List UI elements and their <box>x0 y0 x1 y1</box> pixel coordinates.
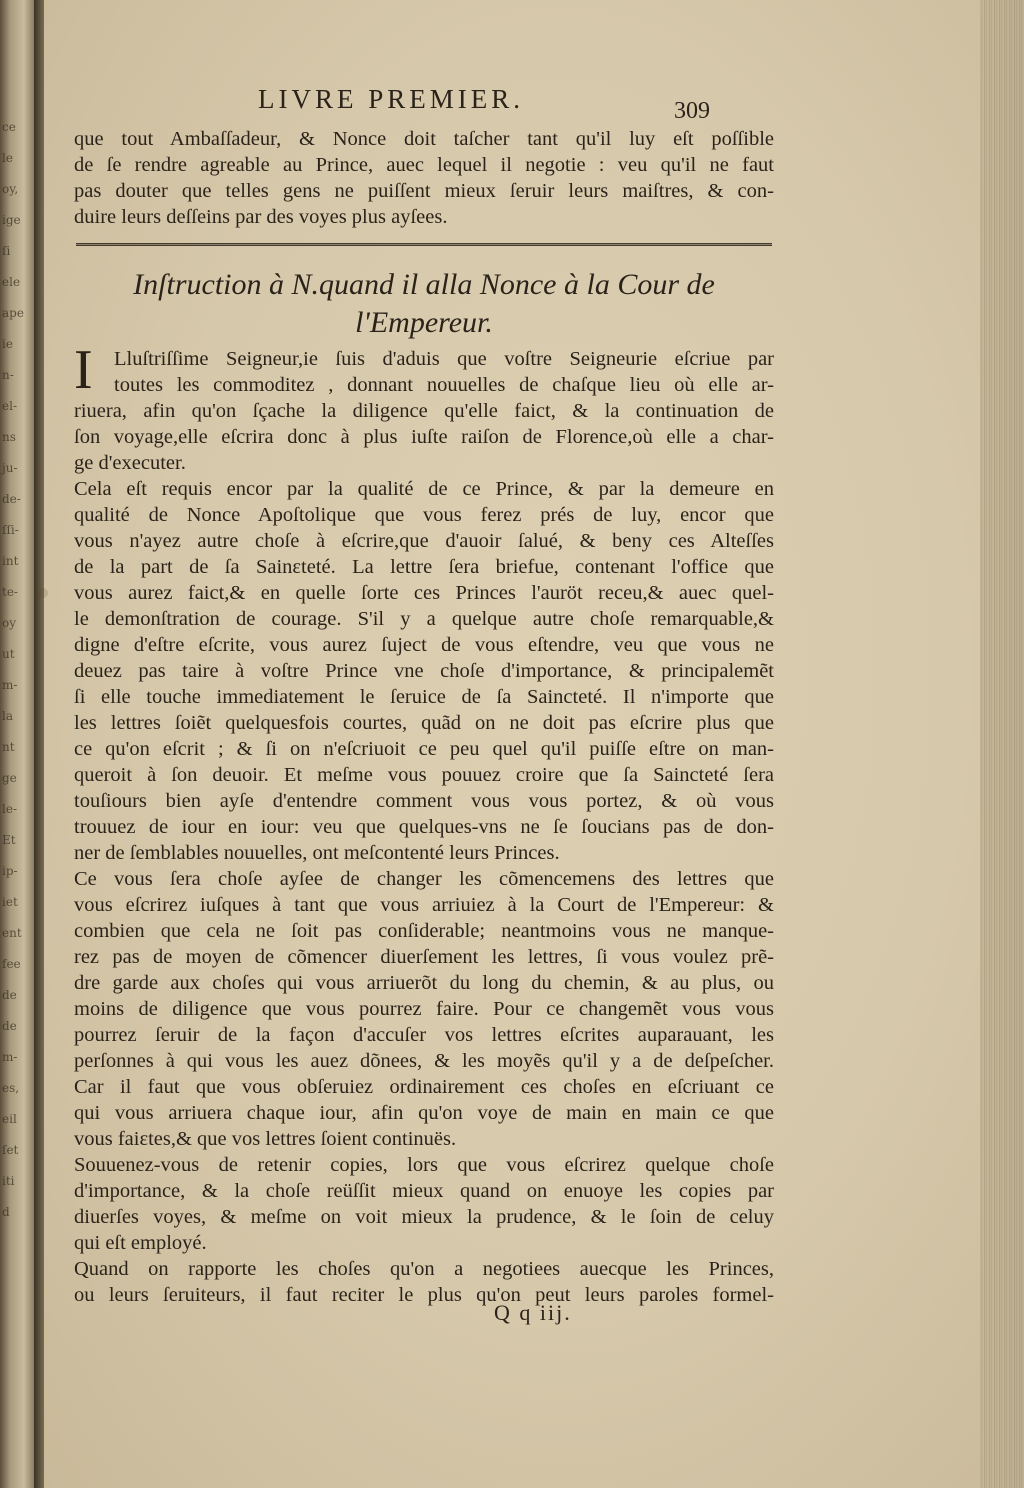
facing-page-fragment: el- <box>2 399 17 413</box>
facing-page-fragment: le <box>2 151 13 165</box>
text-line: le demonſtration de courage. S'il y a quelque autre choſe remarquable,& <box>74 608 774 630</box>
facing-page-fragment: ju- <box>2 461 18 475</box>
text-line: combien que cela ne ſoit pas conſiderable; neantmoins vous ne manque- <box>74 920 774 942</box>
paragraph-3 <box>74 866 774 1152</box>
facing-page-fragment: iet <box>2 895 18 909</box>
facing-page-fragment: ent <box>2 926 22 940</box>
facing-page-fragment: ſi <box>2 244 11 258</box>
text-line: duire leurs deſſeins par des voyes plus ayſees. <box>74 206 448 228</box>
running-head: LIVRE PREMIER. <box>258 84 525 114</box>
text-line: ſi elle touche immediatement le ſeruice de ſa Saincteté. Il n'importe que <box>74 686 774 708</box>
facing-page-fragment: de <box>2 1019 17 1033</box>
text-line: Lluſtriſſime Seigneur,ie ſuis d'aduis que voſtre Seigneurie eſcriue par <box>114 348 774 370</box>
facing-page-fragment: ſet <box>2 1143 19 1157</box>
text-line: ou leurs ſeruiteurs, il faut reciter le plus qu'on peut leurs paroles formel- <box>74 1284 774 1306</box>
text-line: ſon voyage,elle eſcrira donc à plus iuſte raiſon de Florence,où elle a char- <box>74 426 774 448</box>
ink-spot <box>38 588 48 598</box>
section-rule <box>76 243 772 246</box>
text-line: Souuenez-vous de retenir copies, lors que vous eſcrirez quelque choſe <box>74 1154 774 1176</box>
facing-page-fragment: ape <box>2 306 24 320</box>
section-title-line: l'Empereur. <box>355 306 493 339</box>
facing-page-fragment: oy <box>2 616 17 630</box>
text-line: pas douter que telles gens ne puiſſent mieux ſeruir leurs maiſtres, & con- <box>74 180 774 202</box>
facing-page-fragment: m- <box>2 1050 18 1064</box>
text-line: trouuez de iour en iour: veu que quelques-vns ne ſe ſoucians pas de don- <box>74 816 774 838</box>
facing-page-fragment: de <box>2 988 17 1002</box>
book-gutter <box>34 0 44 1488</box>
facing-page-fragment: nt <box>2 740 15 754</box>
text-line: rez pas de moyen de cõmencer diuerſement les lettres, ſi vous voulez prẽ- <box>74 946 774 968</box>
drop-cap: I <box>74 339 93 401</box>
text-line: Cela eſt requis encor par la qualité de ce Prince, & par la demeure en <box>74 478 774 500</box>
text-line: deuez pas taire à voſtre Prince vne choſe d'importance, & principalemẽt <box>74 660 774 682</box>
facing-page-fragment: le- <box>2 802 17 816</box>
text-line: qui eſt employé. <box>74 1232 207 1254</box>
facing-page-fragment: ns <box>2 430 16 444</box>
text-line: digne d'eſtre eſcrite, vous aurez ſuject de vous eſtendre, veu que vous ne <box>74 634 774 656</box>
facing-page-fragment: ce <box>2 120 16 134</box>
facing-page-fragment: iti <box>2 1174 15 1188</box>
text-line: dre garde aux choſes qui vous arriuerõt du long du chemin, & au plus, ou <box>74 972 774 994</box>
text-line: Quand on rapporte les choſes qu'on a negotiees auecque les Princes, <box>74 1258 774 1280</box>
section-title-line: Inſtruction à N.quand il alla Nonce à la Cour de <box>133 268 715 301</box>
page-edges <box>980 0 1024 1488</box>
facing-page-fragment: oy, <box>2 182 19 196</box>
facing-page-fragment: de- <box>2 492 21 506</box>
text-line: ce qu'on eſcrit ; & ſi on n'eſcriuoit ce peu quel qu'il puiſſe eſtre on man- <box>74 738 774 760</box>
paragraph-5 <box>74 1256 774 1308</box>
facing-page-fragment: int <box>2 554 19 568</box>
facing-page-fragment: ie <box>2 337 13 351</box>
text-line: queroit à ſon deuoir. Et meſme vous pouuez croire que ſa Saincteté ſera <box>74 764 774 786</box>
text-line: les lettres ſoiẽt quelquesfois courtes, quãd on ne doit pas eſcrire plus que <box>74 712 774 734</box>
text-line: diuerſes voyes, & meſme on voit mieux la prudence, & le ſoin de celuy <box>74 1206 774 1228</box>
facing-page-fragment: n- <box>2 368 14 382</box>
facing-page-fragment: m- <box>2 678 18 692</box>
text-line: vous n'ayez autre choſe à eſcrire,que d'auoir ſalué, & beny ces Alteſſes <box>74 530 774 552</box>
facing-page-fragment: ip- <box>2 864 18 878</box>
text-line: vous aurez faict,& en quelle ſorte ces Princes l'auröt receu,& auec quel- <box>74 582 774 604</box>
text-line: pourrez ſeruir de la façon d'accuſer vos lettres eſcrites auparauant, les <box>74 1024 774 1046</box>
facing-page-fragment: ele <box>2 275 21 289</box>
facing-page-fragment: es, <box>2 1081 20 1095</box>
text-line: qualité de Nonce Apoſtolique que vous ferez prés de luy, encor que <box>74 504 774 526</box>
paragraph-4 <box>74 1152 774 1256</box>
text-line: qui vous arriuera chaque iour, afin qu'on voye de main en main ce que <box>74 1102 774 1124</box>
text-line: perſonnes à qui vous les auez dõnees, & les moyẽs qu'il y a de deſpeſcher. <box>74 1050 774 1072</box>
facing-page-edge <box>0 0 34 1488</box>
facing-page-fragment: ſſi- <box>2 523 19 537</box>
facing-page-fragment: Et <box>2 833 16 847</box>
paragraph-opening <box>114 346 774 398</box>
page-number: 309 <box>674 98 710 124</box>
text-line: vous eſcrirez iuſques à tant que vous arriuiez à la Court de l'Empereur: & <box>74 894 774 916</box>
facing-page-fragment: fee <box>2 957 21 971</box>
text-line: ge d'executer. <box>74 452 186 474</box>
intro-paragraph <box>74 126 774 230</box>
signature-mark: Q q iij. <box>494 1300 572 1325</box>
text-line: riuera, afin qu'on ſçache la diligence qu'elle faict, & la continuation de <box>74 400 774 422</box>
facing-page-fragment: ge <box>2 771 17 785</box>
facing-page-fragment: ut <box>2 647 15 661</box>
text-line: de ſe rendre agreable au Prince, auec lequel il negotie : veu qu'il ne faut <box>74 154 774 176</box>
section-title <box>74 266 774 342</box>
text-line: toutes les commoditez , donnant nouuelles de chaſque lieu où elle ar- <box>114 374 774 396</box>
facing-page-fragment: te- <box>2 585 18 599</box>
text-line: Ce vous ſera choſe ayſee de changer les cõmencemens des lettres que <box>74 868 774 890</box>
paragraph-2 <box>74 476 774 866</box>
book-page <box>44 0 980 1488</box>
facing-page-fragment: ige <box>2 213 21 227</box>
facing-page-fragment: la <box>2 709 13 723</box>
facing-page-fragment: d <box>2 1205 10 1219</box>
text-line: de la part de ſa Sainɛteté. La lettre ſera briefue, contenant l'office que <box>74 556 774 578</box>
text-line: ner de ſemblables nouuelles, ont meſcontenté leurs Princes. <box>74 842 560 864</box>
text-line: Car il faut que vous obſeruiez ordinairement ces choſes en eſcriuant ce <box>74 1076 774 1098</box>
text-line: vous faiɛtes,& que vos lettres ſoient continuës. <box>74 1128 457 1150</box>
text-line: d'importance, & la choſe reüſſit mieux quand on enuoye les copies par <box>74 1180 774 1202</box>
text-line: moins de diligence que vous pourrez faire. Pour ce changemẽt vous vous <box>74 998 774 1020</box>
facing-page-fragment: eil <box>2 1112 17 1126</box>
text-line: que tout Ambaſſadeur, & Nonce doit taſcher tant qu'il luy eſt poſſible <box>74 128 774 150</box>
paragraph-1 <box>74 398 774 476</box>
text-line: touſiours bien ayſe d'entendre comment vous vous portez, & où vous <box>74 790 774 812</box>
